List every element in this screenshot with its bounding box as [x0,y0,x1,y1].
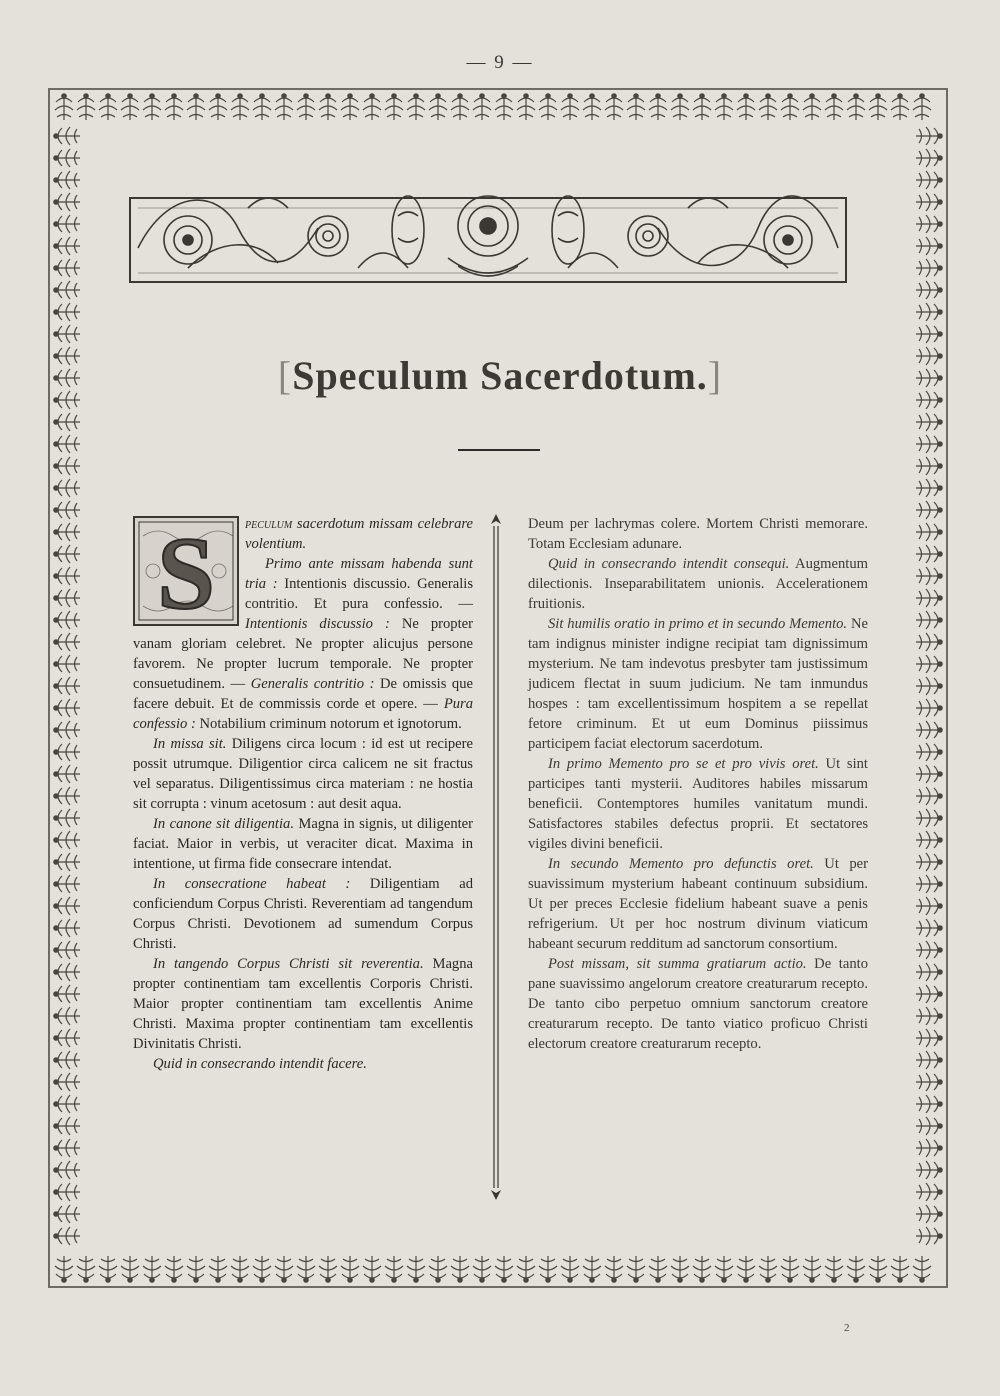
border-flower-motif [916,567,942,585]
border-flower-motif [916,765,942,783]
border-flower-motif [916,787,942,805]
border-flower-motif [517,94,535,120]
border-flower-motif [916,457,942,475]
border-flower-motif [54,1161,80,1179]
border-flower-motif [231,94,249,120]
border-flower-motif [54,589,80,607]
border-flower-motif [495,1256,513,1282]
border-flower-motif [916,1117,942,1135]
border-flower-motif [583,1256,601,1282]
border-flower-motif [561,1256,579,1282]
border-flower-motif [916,809,942,827]
border-flower-motif [54,149,80,167]
border-flower-motif [916,1227,942,1245]
border-flower-motif [916,743,942,761]
border-flower-motif [916,853,942,871]
border-flower-motif [54,435,80,453]
border-flower-motif [916,193,942,211]
border-flower-motif [165,94,183,120]
border-flower-motif [803,94,821,120]
border-flower-motif [54,809,80,827]
border-flower-motif [54,545,80,563]
border-flower-motif [693,94,711,120]
border-flower-motif [54,897,80,915]
border-flower-motif [916,721,942,739]
border-flower-motif [627,1256,645,1282]
border-flower-motif [54,633,80,651]
border-flower-motif [363,94,381,120]
border-flower-motif [54,1183,80,1201]
dropcap-letter: S [157,516,215,626]
border-flower-motif [916,303,942,321]
paragraph: In tangendo Corpus Christi sit reverentia. Magna propter continentiam tam excellentis Corporis Christi. Maior propter continentiam tam excellentis Anime Christi. Maxima propter continentiam tam excellentis Divinitatis Christi. [133,956,473,1052]
border-flower-motif [473,1256,491,1282]
right-column [528,514,868,1054]
border-flower-motif [231,1256,249,1282]
border-flower-motif [916,941,942,959]
left-column [133,514,473,1074]
border-flower-motif [916,435,942,453]
border-flower-motif [209,1256,227,1282]
title-close-bracket: ] [707,353,723,398]
border-flower-motif [847,1256,865,1282]
border-flower-motif [54,171,80,189]
border-flower-motif [671,1256,689,1282]
border-flower-motif [54,1095,80,1113]
border-flower-motif [916,259,942,277]
border-flower-motif [363,1256,381,1282]
border-flower-motif [916,1183,942,1201]
border-flower-motif [54,611,80,629]
border-flower-motif [143,94,161,120]
border-flower-motif [869,1256,887,1282]
paragraph: In secundo Memento pro defunctis oret. Ut per suavissimum mysterium habeant continuum subsidium. Ut per preces Ecclesie fidelium habeant suave a penis refrigerium. Ut per hoc nostrum divinum viaticum habeant securum redditum ad sanctorum consortium. [528,856,868,952]
border-flower-motif [916,985,942,1003]
border-flower-motif [55,94,73,120]
border-flower-motif [715,94,733,120]
border-flower-motif [99,94,117,120]
border-flower-motif [54,831,80,849]
paragraph: Deum per lachrymas colere. Mortem Christi memorare. Totam Ecclesiam adunare. [528,516,868,552]
border-flower-motif [187,1256,205,1282]
border-top-ornament [50,90,946,126]
engraved-headpiece-ornament [128,168,848,296]
title-text: Speculum Sacerdotum. [292,353,708,398]
border-flower-motif [54,501,80,519]
page-number: — 9 — [466,52,534,73]
border-flower-motif [539,1256,557,1282]
border-flower-motif [737,1256,755,1282]
border-flower-motif [319,1256,337,1282]
border-flower-motif [916,325,942,343]
border-flower-motif [385,1256,403,1282]
border-flower-motif [916,149,942,167]
dropcap-initial [133,516,239,626]
column-divider [487,514,505,1200]
border-flower-motif [451,1256,469,1282]
border-flower-motif [54,765,80,783]
border-flower-motif [54,1073,80,1091]
border-flower-motif [916,1205,942,1223]
border-flower-motif [54,193,80,211]
border-flower-motif [847,94,865,120]
border-flower-motif [54,853,80,871]
border-flower-motif [715,1256,733,1282]
border-flower-motif [319,94,337,120]
border-flower-motif [916,589,942,607]
border-flower-motif [54,875,80,893]
border-flower-motif [916,831,942,849]
border-flower-motif [891,94,909,120]
border-flower-motif [54,567,80,585]
border-flower-motif [451,94,469,120]
border-flower-motif [869,94,887,120]
border-flower-motif [54,941,80,959]
border-flower-motif [916,611,942,629]
border-flower-motif [916,1095,942,1113]
border-flower-motif [627,94,645,120]
border-flower-motif [275,1256,293,1282]
border-flower-motif [54,1029,80,1047]
border-flower-motif [407,1256,425,1282]
border-flower-motif [121,94,139,120]
border-flower-motif [341,94,359,120]
border-flower-motif [54,457,80,475]
border-flower-motif [429,94,447,120]
border-flower-motif [781,1256,799,1282]
border-flower-motif [737,94,755,120]
border-flower-motif [916,1073,942,1091]
paragraph: In missa sit. Diligens circa locum : id est ut recipere possit utrumque. Diligentior circa calicem ne sit fractus vel separatus. Diligentissimus circa materiam : ne hostia sit corrupta : vinum acetosum : aut desit aqua. [133,736,474,812]
border-flower-motif [916,413,942,431]
border-flower-motif [253,94,271,120]
border-flower-motif [916,127,942,145]
border-flower-motif [916,523,942,541]
border-flower-motif [407,94,425,120]
border-flower-motif [671,94,689,120]
border-flower-motif [143,1256,161,1282]
border-flower-motif [54,655,80,673]
border-flower-motif [605,94,623,120]
border-flower-motif [561,94,579,120]
border-flower-motif [341,1256,359,1282]
border-flower-motif [54,787,80,805]
border-flower-motif [495,94,513,120]
border-flower-motif [803,1256,821,1282]
border-flower-motif [916,171,942,189]
border-flower-motif [77,1256,95,1282]
border-flower-motif [781,94,799,120]
border-flower-motif [916,919,942,937]
border-flower-motif [54,237,80,255]
border-flower-motif [916,875,942,893]
border-flower-motif [54,1205,80,1223]
border-flower-motif [99,1256,117,1282]
border-flower-motif [54,303,80,321]
border-left-ornament [50,126,86,1250]
border-flower-motif [916,281,942,299]
paragraph: In canone sit diligentia. Magna in signis, ut diligenter faciat. Maior in verbis, ut veraciter dicat. Maxima in intentione, ut firma fide consecrare intendat. [133,816,474,872]
border-flower-motif [517,1256,535,1282]
border-flower-motif [54,325,80,343]
paragraph: In consecratione habeat : Diligentiam ad conficiendum Corpus Christi. Reverentiam ad tangendum Corpus Christi. Devotionem ad sumendum Corpus Christi. [133,876,473,952]
border-flower-motif [649,1256,667,1282]
border-flower-motif [54,1117,80,1135]
border-flower-motif [916,633,942,651]
paragraph: Quid in consecrando intendit consequi. Augmentum dilectionis. Inseparabilitatem unionis. Accelerationem fruitionis. [528,556,868,612]
border-flower-motif [297,1256,315,1282]
border-flower-motif [253,1256,271,1282]
border-flower-motif [54,985,80,1003]
border-flower-motif [759,94,777,120]
border-flower-motif [54,215,80,233]
printer-signature: 2 [844,1322,850,1334]
border-flower-motif [539,94,557,120]
border-flower-motif [916,897,942,915]
paragraph: Primo ante missam habenda sunt tria : Intentionis discussio. Generalis contritio. Et pura confessio. — Intentionis discussio : Ne propter vanam gloriam celebret. Ne propter alicujus persone favorem. Ne propter lucrum temporale. Ne propter consuetudinem. — Generalis contritio : De omissis que facere debuit. Et de commissis corde et opere. — Pura confessio : Notabilium criminum notorum et ignotorum. [133,556,474,732]
border-flower-motif [54,1139,80,1157]
border-flower-motif [54,1227,80,1245]
border-flower-motif [473,94,491,120]
border-flower-motif [825,94,843,120]
border-flower-motif [187,94,205,120]
border-flower-motif [759,1256,777,1282]
border-flower-motif [916,1007,942,1025]
border-flower-motif [54,1051,80,1069]
border-flower-motif [54,281,80,299]
border-flower-motif [54,523,80,541]
page-title [0,352,1000,399]
border-flower-motif [429,1256,447,1282]
border-flower-motif [54,743,80,761]
border-flower-motif [916,1139,942,1157]
border-right-ornament [910,126,946,1250]
opening-smallcaps: peculum [245,516,293,532]
title-rule [458,449,540,451]
border-flower-motif [913,94,931,120]
border-flower-motif [54,919,80,937]
border-flower-motif [54,127,80,145]
title-open-bracket: [ [277,353,293,398]
border-flower-motif [916,215,942,233]
border-flower-motif [121,1256,139,1282]
border-flower-motif [693,1256,711,1282]
border-flower-motif [916,1029,942,1047]
border-flower-motif [913,1256,931,1282]
paragraph: In primo Memento pro se et pro vivis oret. Ut sint participes tanti mysterii. Auditores habiles missarum beneficii. Contemptores humiles vanitatum mundi. Satisfactores stabiles defectus proprii. Et sectatores vigiles divini beneficii. [528,756,868,852]
border-flower-motif [916,237,942,255]
border-flower-motif [275,94,293,120]
border-flower-motif [916,1161,942,1179]
border-flower-motif [54,699,80,717]
border-bottom-ornament [50,1250,946,1286]
border-flower-motif [54,677,80,695]
opening-rest: sacerdotum missam celebrare volentium. [245,516,473,552]
border-flower-motif [605,1256,623,1282]
paragraph: Quid in consecrando intendit facere. [153,1056,367,1072]
border-flower-motif [916,501,942,519]
border-flower-motif [54,479,80,497]
border-flower-motif [165,1256,183,1282]
border-flower-motif [54,1007,80,1025]
border-flower-motif [649,94,667,120]
border-flower-motif [916,479,942,497]
border-flower-motif [916,655,942,673]
border-flower-motif [77,94,95,120]
border-flower-motif [297,94,315,120]
border-flower-motif [209,94,227,120]
border-flower-motif [54,259,80,277]
border-flower-motif [916,677,942,695]
paragraph: Post missam, sit summa gratiarum actio. De tanto pane suavissimo angelorum creatore creaturarum recepto. De tanto cibo perpetuo omnium sanctorum creatore creaturarum recepto. De tanto viatico proficuo Christi electorum creatore creaturarum recepto. [528,956,868,1052]
border-flower-motif [916,699,942,717]
border-flower-motif [583,94,601,120]
border-flower-motif [891,1256,909,1282]
border-flower-motif [54,721,80,739]
border-flower-motif [916,1051,942,1069]
border-flower-motif [54,963,80,981]
border-flower-motif [825,1256,843,1282]
border-flower-motif [916,963,942,981]
border-flower-motif [385,94,403,120]
border-flower-motif [54,413,80,431]
border-flower-motif [55,1256,73,1282]
paragraph: Sit humilis oratio in primo et in secundo Memento. Ne tam indignus minister indigne recipiat tam dignissimum mysterium. Ne tam indevotus presbyter tam justissimum judicem flectat in suum judicium. Ne tam inmundus hospes : tam excellentissimum hospitem a se repellat fetore criminum. Et ut eum Dominus piissimus participem faciat electorum sacerdotum. [528,616,868,752]
border-flower-motif [916,545,942,563]
